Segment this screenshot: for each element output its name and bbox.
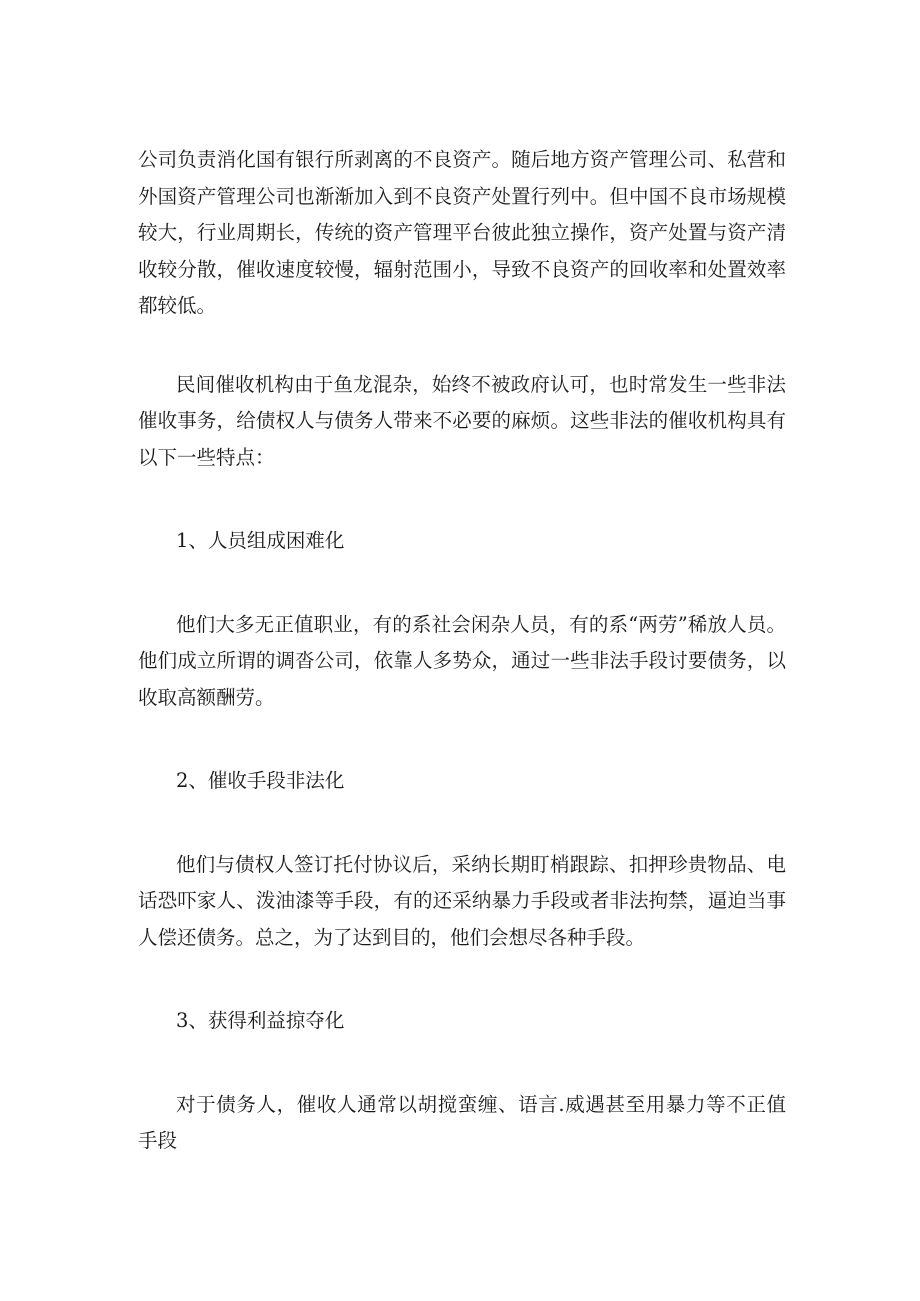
- section-heading-methods: 2、催收手段非法化: [176, 769, 345, 792]
- section-heading-profits: 3、获得利益掠夺化: [176, 1009, 345, 1032]
- document-body: [138, 142, 786, 1160]
- paragraph-continued: 公司负责消化国有银行所剥离的不良资产。随后地方资产管理公司、私营和外国资产管理公司也渐渐加入到不良资产处置行列中。但中国不良市场规模较大，行业周期长，传统的资产管理平台彼此独立操作，资产处置与资产清收较分散，催收速度较慢，辐射范围小，导致不良资产的回收率和处置效率都较低。: [138, 148, 786, 317]
- paragraph-intro-illegal-agencies: 民间催收机构由于鱼龙混杂，始终不被政府认可，也时常发生一些非法催收事务，给债权人与债务人带来不必要的麻烦。这些非法的催收机构具有以下一些特点：: [138, 372, 786, 469]
- paragraph-personnel: 他们大多无正值职业，有的系社会闲杂人员，有的系“两劳”稀放人员。他们成立所谓的调沓公司，依靠人多势众，通过一些非法手段讨要债务，以收取高额酬劳。: [138, 612, 786, 709]
- paragraph-profits: 对于债务人，催收人通常以胡搅蛮缠、语言.威遇甚至用暴力等不正值手段: [138, 1092, 786, 1152]
- section-heading-personnel: 1、人员组成困难化: [176, 529, 345, 552]
- paragraph-methods: 他们与债权人签订托付协议后，采纳长期盯梢跟踪、扣押珍贵物品、电话恐吓家人、泼油漆等手段，有的还采纳暴力手段或者非法拘禁，逼迫当事人偿还债务。总之，为了达到目的，他们会想尽各种手段。: [138, 852, 786, 949]
